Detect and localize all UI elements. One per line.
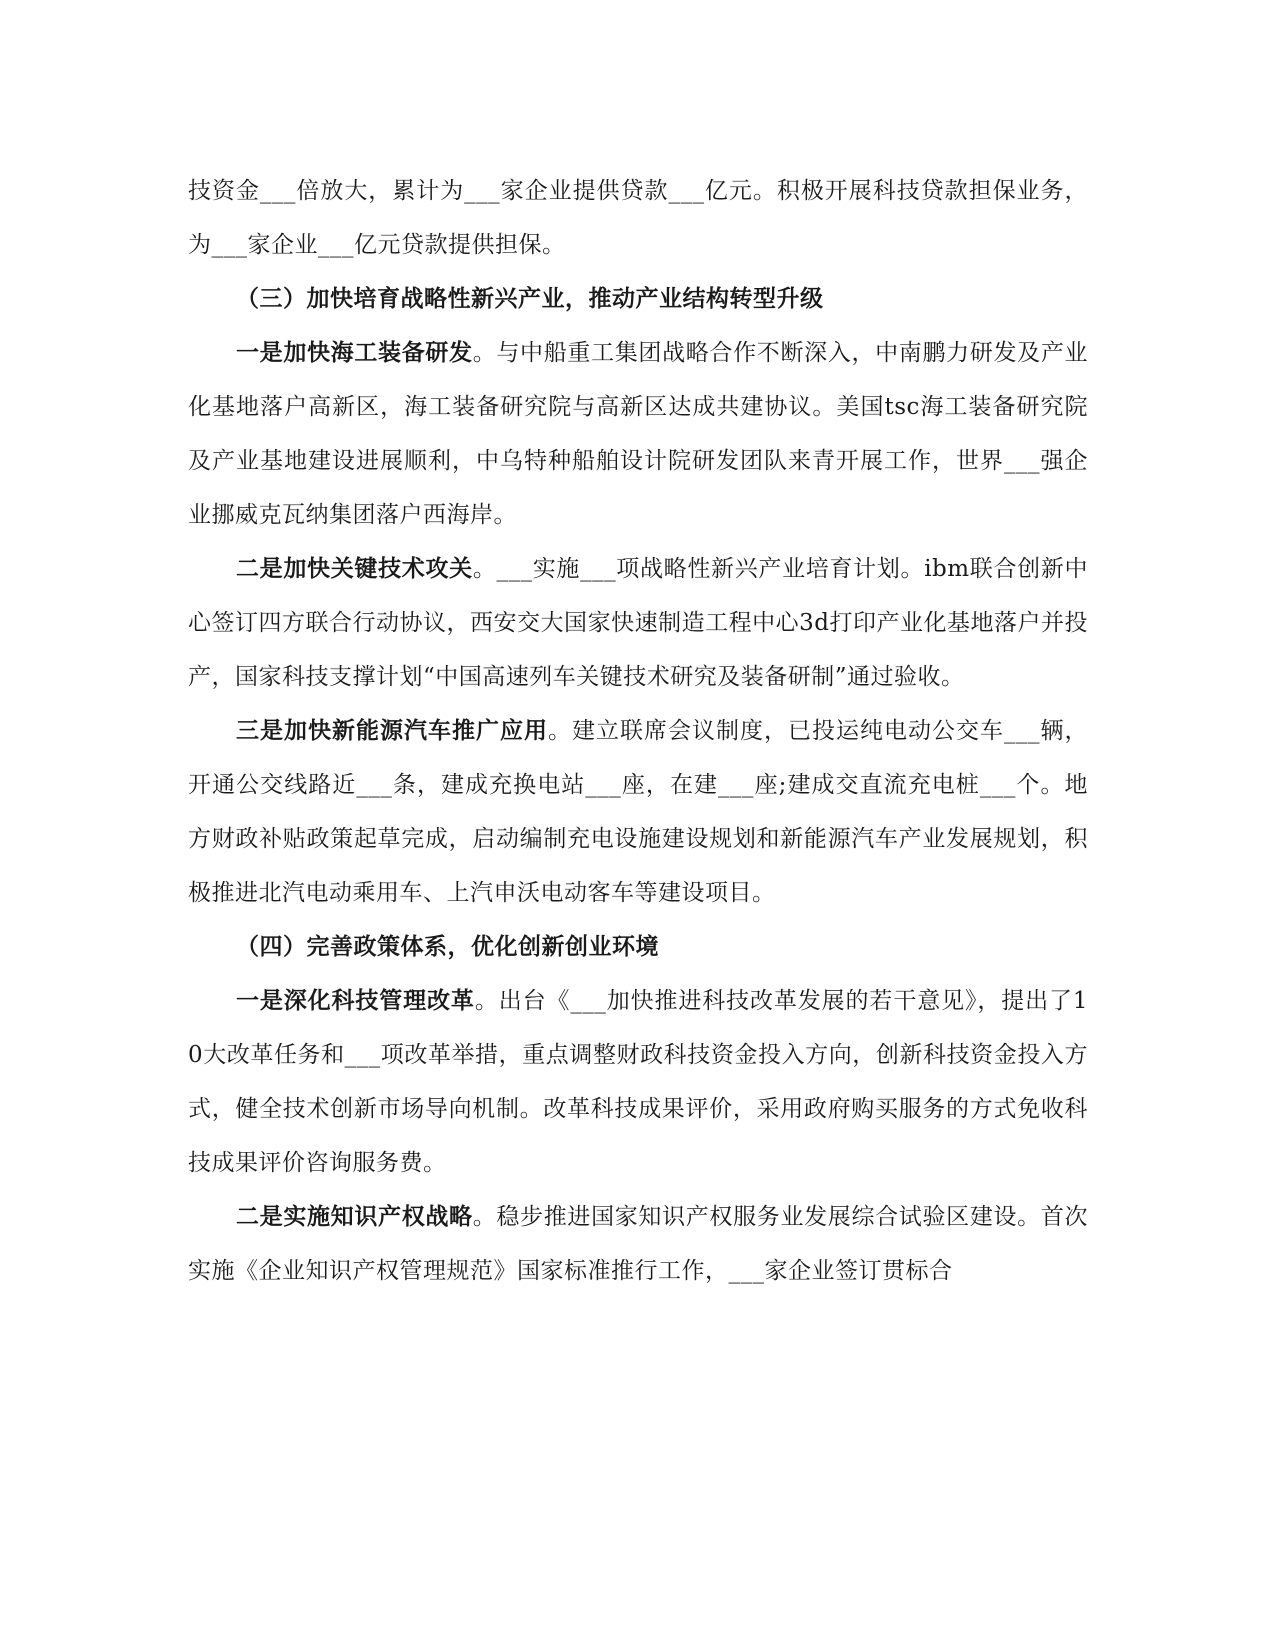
paragraph-text: 技资金___倍放大，累计为___家企业提供贷款___亿元。积极开展科技贷款担保业务，为___家企业___亿元贷款提供担保。: [188, 178, 1088, 258]
paragraph-text: 。稳步推进国家知识产权服务业发展综合试验区建设。首次实施《企业知识产权管理规范》国家标准推行工作，___家企业签订贯标合: [188, 1204, 1089, 1284]
paragraph-text: 。建立联席会议制度，已投运纯电动公交车___辆，开通公交线路近___条，建成充换电站___座，在建___座;建成交直流充电桩___个。地方财政补贴政策起草完成，启动编制充电设施建设规划和新能源汽车产业发展规划，积极推进北汽电动乘用车、上汽申沃电动客车等建设项目。: [188, 718, 1088, 906]
paragraph-continuation: [188, 164, 1088, 272]
paragraph-lead: 二是实施知识产权战略: [236, 1203, 473, 1230]
paragraph-text: 。与中船重工集团战略合作不断深入，中南鹏力研发及产业化基地落户高新区，海工装备研究院与高新区达成共建协议。美国tsc海工装备研究院及产业基地建设进展顺利，中乌特种船舶设计院研发团队来青开展工作，世界___强企业挪威克瓦纳集团落户西海岸。: [188, 340, 1089, 528]
document-body: [188, 164, 1088, 1298]
heading-text: （三）加快培育战略性新兴产业，推动产业结构转型升级: [236, 285, 824, 312]
paragraph-text: 。___实施___项战略性新兴产业培育计划。ibm联合创新中心签订四方联合行动协议，西安交大国家快速制造工程中心3d打印产业化基地落户并投产，国家科技支撑计划“中国高速列车关键技术研究及装备研制”通过验收。: [188, 556, 1089, 690]
paragraph-lead: 二是加快关键技术攻关: [236, 555, 473, 582]
paragraph-key-technology: [188, 542, 1088, 704]
heading-text: （四）完善政策体系，优化创新创业环境: [236, 933, 659, 960]
section-heading-four: [188, 920, 1088, 974]
section-heading-three: [188, 272, 1088, 326]
paragraph-new-energy-vehicles: [188, 704, 1088, 920]
paragraph-marine-equipment: [188, 326, 1088, 542]
paragraph-tech-management-reform: [188, 974, 1088, 1190]
paragraph-text: 。出台《___加快推进科技改革发展的若干意见》，提出了10大改革任务和___项改革举措，重点调整财政科技资金投入方向，创新科技资金投入方式，健全技术创新市场导向机制。改革科技成果评价，采用政府购买服务的方式免收科技成果评价咨询服务费。: [188, 988, 1089, 1176]
paragraph-ip-strategy: [188, 1190, 1088, 1298]
paragraph-lead: 一是深化科技管理改革: [236, 987, 475, 1014]
paragraph-lead: 一是加快海工装备研发: [236, 339, 473, 366]
paragraph-lead: 三是加快新能源汽车推广应用: [236, 717, 548, 744]
